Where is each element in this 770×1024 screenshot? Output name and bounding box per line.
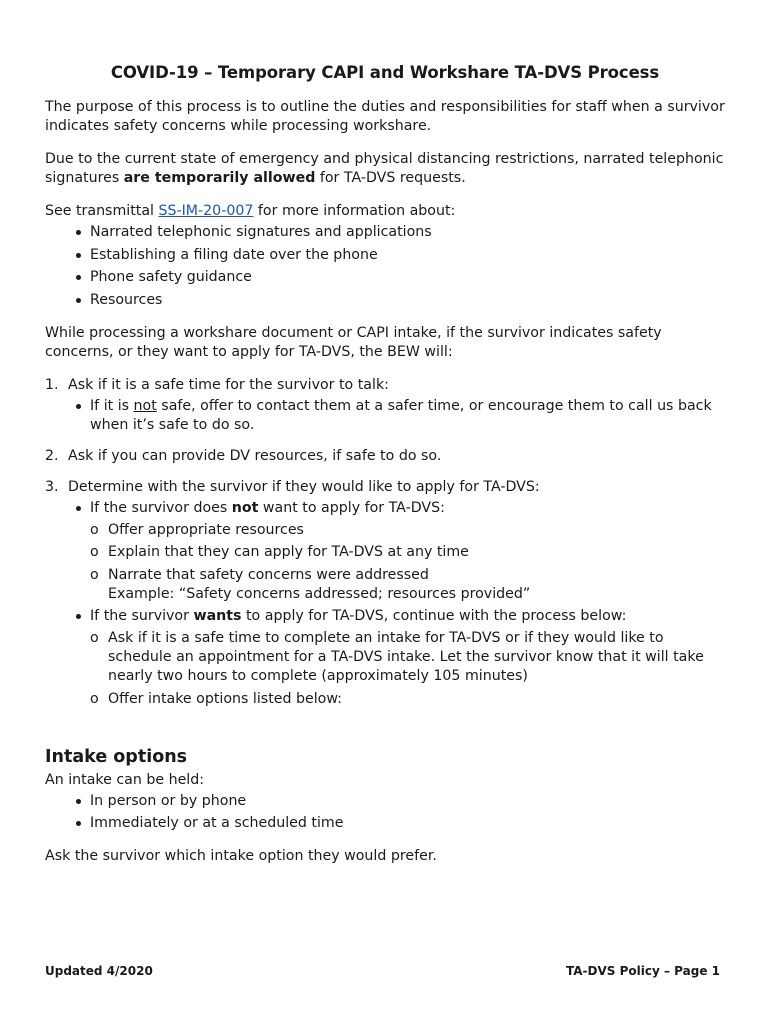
bullet-text-bold: wants [193,608,242,624]
emergency-text-start: Due to the current state of emergency and physical distancing restrictions, narrated telephonic signatures [45,151,724,186]
step-2 [45,447,725,466]
transmittal-text-start: See transmittal [45,203,159,219]
bullet-text-start: If it is [90,397,134,414]
bullet-text-end: want to apply for TA-DVS: [258,499,445,516]
list-item: Establishing a filing date over the phone [45,246,725,265]
step-1 [45,376,725,435]
sub-item-text: Explain that they can apply for TA-DVS at any time [108,544,469,560]
step-number: 1. [45,376,59,393]
info-list [45,223,725,310]
list-item: Resources [45,291,725,310]
sub-list-item [45,543,725,562]
sub-list-item [45,690,725,709]
step-text: Ask if you can provide DV resources, if safe to do so. [68,447,442,464]
sub-item-text: Narrate that safety concerns were addressed [108,566,429,583]
intake-options-heading: Intake options [45,746,188,767]
footer-page-number: TA-DVS Policy – Page 1 [566,964,720,978]
bullet-text-bold: not [231,499,259,516]
sub-item-text: Offer intake options listed below: [108,690,342,707]
bullet-text-end: to apply for TA-DVS, continue with the process below: [241,608,627,624]
list-item: Phone safety guidance [45,268,725,287]
example-text: Example: “Safety concerns addressed; resources provided” [108,585,531,602]
sub-list-item [45,521,725,540]
circle-bullet-icon: o [90,690,99,707]
bullet-text-underline: not [133,397,157,414]
circle-bullet-icon: o [90,566,99,583]
sub-item-text: Offer appropriate resources [108,521,304,538]
sub-item-text: Ask if it is a safe time to complete an intake for TA-DVS or if they would like to schedule an appointment for a TA-DVS intake. Let the survivor know that it will take nearly two hours to complete (approximately 105 minutes) [108,630,704,684]
emergency-text-end: for TA-DVS requests. [315,170,466,186]
page-title: COVID-19 – Temporary CAPI and Workshare TA-DVS Process [110,63,660,82]
list-item: Narrated telephonic signatures and applications [45,223,725,242]
sub-list-a [45,521,725,604]
intake-closing: Ask the survivor which intake option they would prefer. [45,848,437,864]
circle-bullet-icon: o [90,630,99,646]
list-item: In person or by phone [45,792,725,811]
step-3 [45,478,725,709]
list-item [45,499,725,604]
page-footer [45,962,720,981]
emergency-paragraph [45,150,725,188]
purpose-paragraph: The purpose of this process is to outline the duties and responsibilities for staff when a survivor indicates safety concerns while processing workshare. [45,99,725,134]
step-3-bullets [45,499,725,709]
emergency-text-bold: are temporarily allowed [123,170,316,186]
step-text: Ask if it is a safe time for the survivor to talk: [68,376,389,393]
step-1-bullets [45,397,725,435]
sub-list-item [45,629,725,686]
sub-list-item [45,566,725,604]
intake-list [45,792,725,834]
list-item [45,397,725,435]
intake-intro: An intake can be held: [45,771,205,788]
transmittal-paragraph [45,202,725,221]
bullet-text-end: safe, offer to contact them at a safer time, or encourage them to call us back when it’s safe to do so. [90,397,712,433]
bew-paragraph: While processing a workshare document or CAPI intake, if the survivor indicates safety concerns, or they want to apply for TA-DVS, the BEW will: [45,324,662,360]
step-text: Determine with the survivor if they would like to apply for TA-DVS: [68,478,540,495]
document-page [45,62,725,866]
steps-list [45,376,725,709]
footer-updated: Updated 4/2020 [45,964,153,978]
transmittal-text-end: for more information about: [253,203,456,219]
list-item [45,607,725,709]
circle-bullet-icon: o [90,544,99,560]
bullet-text-start: If the survivor [90,608,194,624]
sub-list-b [45,629,725,709]
transmittal-link[interactable]: SS-IM-20-007 [158,203,254,219]
circle-bullet-icon: o [90,521,99,538]
step-number: 3. [45,478,59,495]
step-number: 2. [45,447,59,464]
transmittal-section [45,202,725,310]
bullet-text-start: If the survivor does [90,499,232,516]
list-item: Immediately or at a scheduled time [45,814,725,833]
